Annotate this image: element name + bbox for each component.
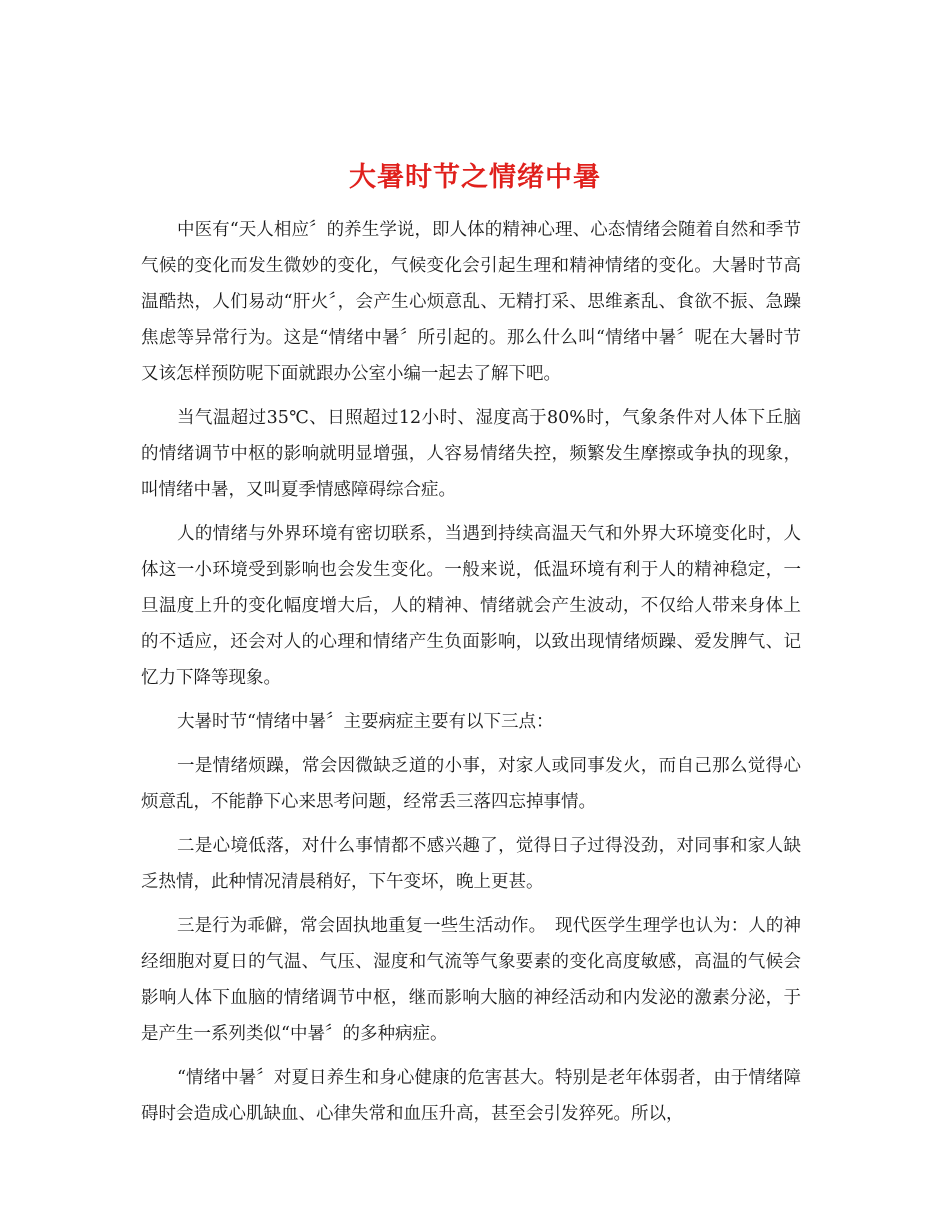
document-title: 大暑时节之情绪中暑 — [349, 162, 601, 194]
paragraph-7: 三是行为乖僻，常会固执地重复一些生活动作。 现代医学生理学也认为：人的神经细胞对夏日的气温、气压、湿度和气流等气象要素的变化高度敏感，高温的气候会影响人体下血脑的情绪调节中枢，继而影响大脑的神经活动和内发泌的激素分泌，于是产生一系列类似“中暑〞的多种病症。 — [141, 916, 801, 1044]
paragraph-6: 二是心境低落，对什么事情都不感兴趣了，觉得日子过得没劲，对同事和家人缺乏热情，此种情况清晨稍好，下午变坏，晚上更甚。 — [141, 836, 801, 892]
paragraph-3: 人的情绪与外界环境有密切联系，当遇到持续高温天气和外界大环境变化时，人体这一小环境受到影响也会发生变化。一般来说，低温环境有利于人的精神稳定，一旦温度上升的变化幅度增大后，人的精神、情绪就会产生波动，不仅给人带来身体上的不适应，还会对人的心理和情绪产生负面影响，以致出现情绪烦躁、爱发脾气、记忆力下降等现象。 — [141, 524, 801, 688]
paragraph-8: “情绪中暑〞对夏日养生和身心健康的危害甚大。特别是老年体弱者，由于情绪障碍时会造成心肌缺血、心律失常和血压升高，甚至会引发猝死。所以， — [141, 1068, 801, 1124]
document-body — [141, 212, 801, 1140]
paragraph-4: 大暑时节“情绪中暑〞主要病症主要有以下三点： — [177, 712, 554, 732]
paragraph-5: 一是情绪烦躁，常会因微缺乏道的小事，对家人或同事发火，而自己那么觉得心烦意乱，不能静下心来思考问题，经常丢三落四忘掉事情。 — [141, 756, 801, 812]
paragraph-2: 当气温超过35℃、日照超过12小时、湿度高于80%时，气象条件对人体下丘脑的情绪调节中枢的影响就明显增强，人容易情绪失控，频繁发生摩擦或争执的现象，叫情绪中暑，又叫夏季情感障碍综合症。 — [141, 408, 801, 500]
paragraph-1: 中医有“天人相应〞的养生学说，即人体的精神心理、心态情绪会随着自然和季节气候的变化而发生微妙的变化，气候变化会引起生理和精神情绪的变化。大暑时节高温酷热，人们易动“肝火〞，会产生心烦意乱、无精打采、思维紊乱、食欲不振、急躁焦虑等异常行为。这是“情绪中暑〞所引起的。那么什么叫“情绪中暑〞呢在大暑时节又该怎样预防呢下面就跟办公室小编一起去了解下吧。 — [141, 220, 801, 384]
